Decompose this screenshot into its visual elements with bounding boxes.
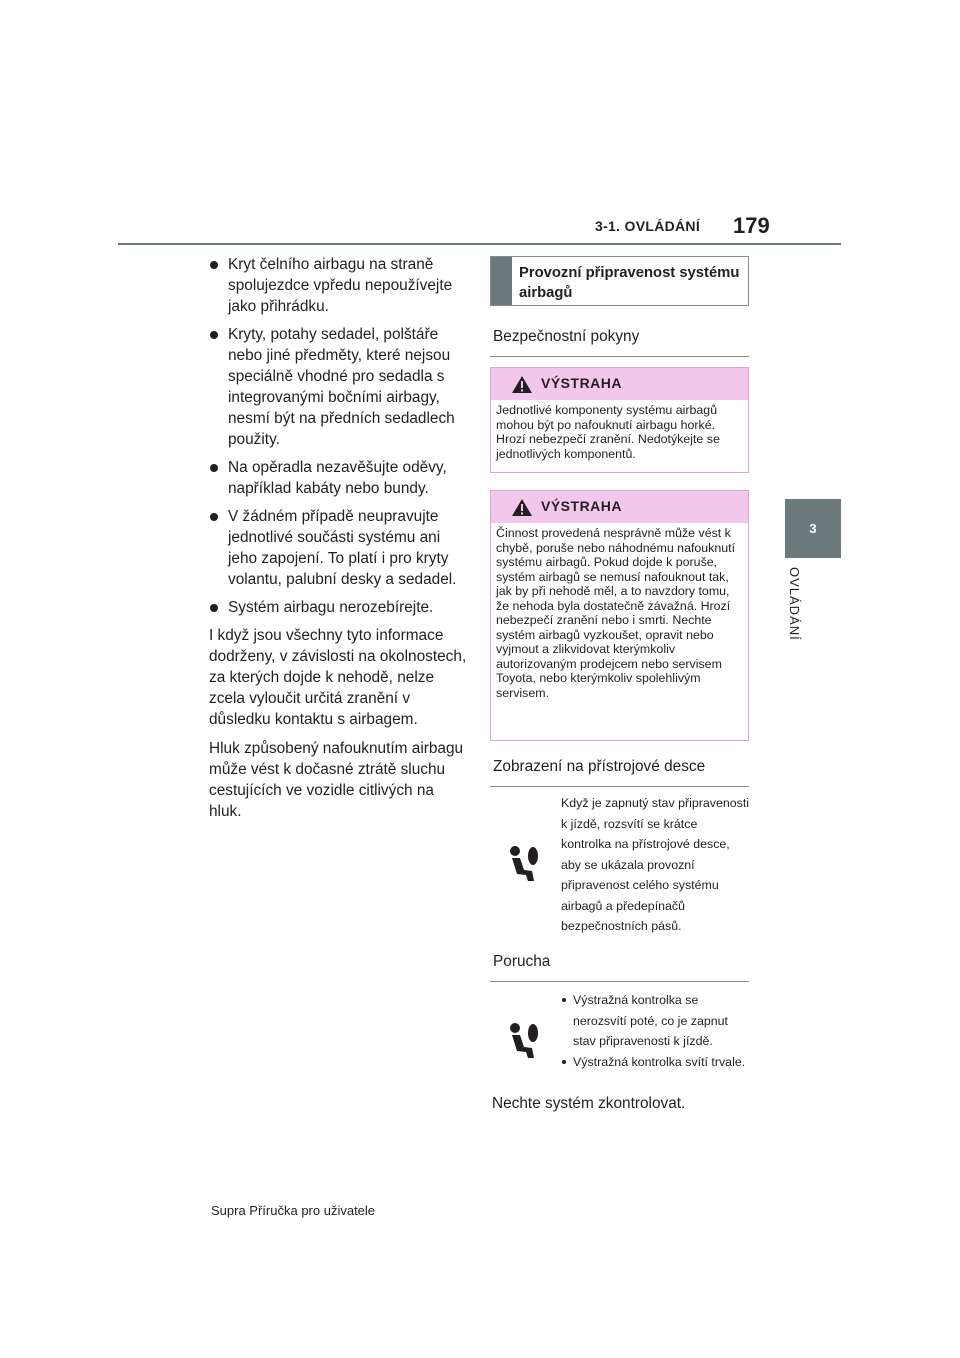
bullet-icon <box>562 1060 566 1064</box>
title-accent-bar <box>491 257 512 305</box>
chapter-label: OVLÁDÁNÍ <box>787 567 802 641</box>
list-item-text: Na opěradla nezavěšujte oděvy, například kabáty nebo bundy. <box>228 459 447 497</box>
list-item-text: Systém airbagu nerozebírejte. <box>228 599 434 616</box>
fault-list <box>561 990 751 1072</box>
warning-title: VÝSTRAHA <box>541 498 623 514</box>
header-divider <box>118 243 841 245</box>
section-title: 3-1. OVLÁDÁNÍ <box>595 218 701 234</box>
list-item <box>209 597 467 618</box>
list-item-text: Kryt čelního airbagu na straně spolujezdce vpředu nepoužívejte jako přihrádku. <box>228 256 453 315</box>
warning-box <box>490 367 749 473</box>
airbag-warning-icon <box>506 843 542 885</box>
list-item-text: Výstražná kontrolka se nerozsvítí poté, co je zapnut stav připravenosti k jízdě. <box>573 993 728 1048</box>
final-note: Nechte systém zkontrolovat. <box>492 1095 686 1112</box>
airbag-warning-icon <box>506 1020 542 1062</box>
list-item-text: Kryty, potahy sedadel, polštáře nebo jiné předměty, které nejsou speciálně vhodné pro sedadla s integrovanými bočními airbagy, nesmí být na předních sedadlech použity. <box>228 326 455 448</box>
chapter-tab: 3 <box>785 499 841 558</box>
list-item <box>209 506 467 590</box>
warning-triangle-icon <box>511 375 533 394</box>
section-heading: Provozní připravenost systému airbagů <box>519 265 740 301</box>
list-item <box>209 457 467 499</box>
warning-title: VÝSTRAHA <box>541 375 623 391</box>
list-item-text: V žádném případě neupravujte jednotlivé součásti systému ani jeho zapojení. To platí i pro kryty volantu, palubní desky a sedadel. <box>228 508 457 588</box>
bullet-icon <box>210 604 218 612</box>
display-description: Když je zapnutý stav připravenosti k jízdě, rozsvítí se krátce kontrolka na přístrojové desce, aby se ukázala provozní připravenost celého systému airbagů a předepínačů bezpečnostních pásů. <box>561 796 750 933</box>
left-column <box>209 254 467 830</box>
warning-header <box>491 491 748 523</box>
safety-heading: Bezpečnostní pokyny <box>490 328 749 357</box>
warning-header <box>491 368 748 400</box>
warning-text: Jednotlivé komponenty systému airbagů mohou být po nafouknutí airbagu horké. Hrozí nebezpečí zranění. Nedotýkejte se jednotlivých komponentů. <box>496 403 720 461</box>
display-heading: Zobrazení na přístrojové desce <box>490 758 749 787</box>
bullet-icon <box>210 261 218 269</box>
list-item <box>561 1052 751 1073</box>
list-item <box>561 990 751 1052</box>
list-item <box>209 254 467 317</box>
fault-heading: Porucha <box>490 953 749 982</box>
warning-box <box>490 490 749 741</box>
list-item <box>209 324 467 450</box>
warning-text: Činnost provedená nesprávně může vést k chybě, poruše nebo náhodnému nafouknutí systému airbagů. Pokud dojde k poruše, systém airbagů se nemusí nafouknout tak, jak by při nehodě měl, a to navzdory tomu, že nehoda byla dostatečně závažná. Hrozí nebezpečí zranění nebo i smrti. Nechte systém airbagů vyzkoušet, opravit nebo vyjmout a zlikvidovat kterýmkoliv autorizovaným prodejcem nebo servisem Toyota, nebo kterýmkoliv spolehlivým servisem. <box>496 526 736 700</box>
page-number: 179 <box>733 213 770 238</box>
section-title-box <box>490 256 749 306</box>
bullet-icon <box>210 513 218 521</box>
bullet-icon <box>210 464 218 472</box>
warning-triangle-icon <box>511 498 533 517</box>
bullet-icon <box>210 331 218 339</box>
paragraph: I když jsou všechny tyto informace dodrženy, v závislosti na okolnostech, za kterých dojde k nehodě, nelze zcela vyloučit určitá zranění v důsledku kontaktu s airbagem. <box>209 627 467 728</box>
paragraph: Hluk způsobený nafouknutím airbagu může vést k dočasné ztrátě sluchu cestujících ve vozidle citlivých na hluk. <box>209 740 464 820</box>
bullet-icon <box>562 998 566 1002</box>
list-item-text: Výstražná kontrolka svítí trvale. <box>573 1054 746 1069</box>
footer-text: Supra Příručka pro uživatele <box>211 1203 376 1218</box>
